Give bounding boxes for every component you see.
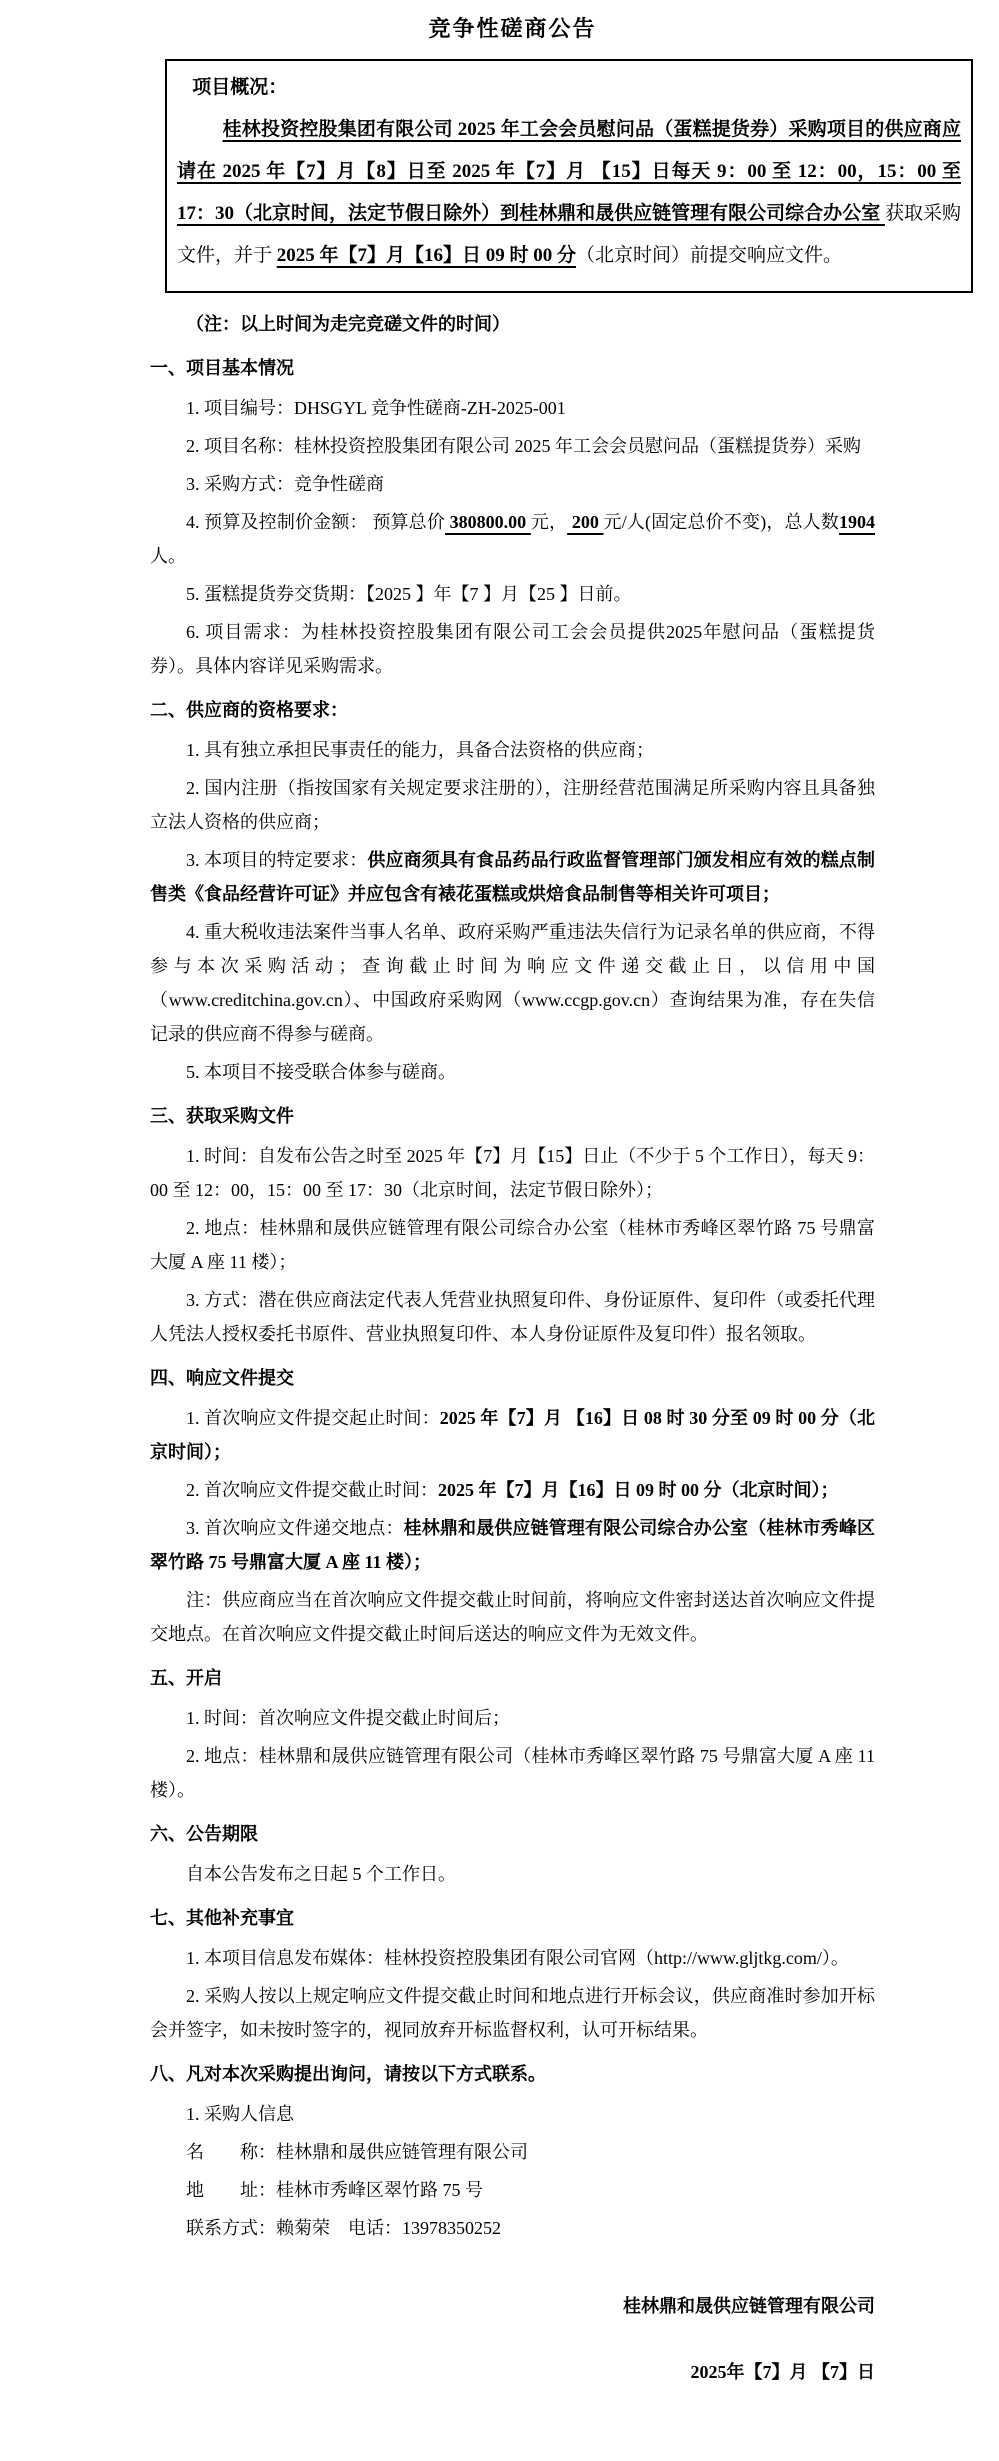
- text-segment: 1. 本项目信息发布媒体：桂林投资控股集团有限公司官网（http://www.gljtkg.com/）。: [186, 1948, 849, 1968]
- text-segment: 3. 首次响应文件递交地点：: [186, 1518, 404, 1538]
- text-segment: 200: [567, 512, 604, 532]
- paragraph: [150, 2135, 875, 2169]
- paragraph: [150, 1283, 875, 1351]
- text-segment: 2025 年【7】月 【16】日 08 时 30 分至 09 时 00 分（北京时间）；: [150, 1408, 876, 1462]
- text-segment: 2. 采购人按以上规定响应文件提交截止时间和地点进行开标会议，供应商准时参加开标会并签字，如未按时签字的，视同放弃开标监督权利，认可开标结果。: [150, 1986, 875, 2040]
- text-segment: 元，: [530, 512, 568, 532]
- text-segment: 桂林鼎和晟供应链管理有限公司综合办公室（桂林市秀峰区翠竹路 75 号鼎富大厦 A 座 11 楼）；: [150, 1518, 876, 1572]
- paragraph: [150, 615, 875, 683]
- section-heading: 一、项目基本情况: [150, 358, 294, 378]
- paragraph: [150, 1583, 875, 1651]
- section: [150, 693, 875, 1089]
- paragraph: [150, 2211, 875, 2245]
- text-segment: 1. 具有独立承担民事责任的能力，具备合法资格的供应商；: [186, 740, 654, 760]
- text-segment: 联系方式：赖菊荣 电话：13978350252: [186, 2218, 501, 2238]
- text-segment: 1. 首次响应文件提交起止时间：: [186, 1408, 440, 1428]
- signature-date: 2025年【7】月 【7】日: [690, 2362, 875, 2382]
- text-segment: 获取采购文件，并于: [177, 203, 961, 266]
- text-segment: 1. 时间：首次响应文件提交截止时间后；: [186, 1708, 510, 1728]
- text-segment: 4. 重大税收违法案件当事人名单、政府采购严重违法失信行为记录名单的供应商，不得参与本次采购活动；查询截止时间为响应文件递交截止日，以信用中国（www.creditchina.gov.cn）、中国政府采购网（www.ccgp.gov.cn）查询结果为准，存在失信记录的供应商不得参与磋商。: [150, 922, 875, 1044]
- paragraph: [150, 915, 875, 1051]
- section-heading: 五、开启: [150, 1668, 222, 1688]
- paragraph: [150, 843, 875, 911]
- paragraph: [150, 733, 875, 767]
- paragraph: [150, 577, 875, 611]
- text-segment: 2. 地点：桂林鼎和晟供应链管理有限公司综合办公室（桂林市秀峰区翠竹路 75 号鼎富大厦 A 座 11 楼）；: [150, 1218, 875, 1272]
- text-segment: 4. 预算及控制价金额： 预算总价: [186, 512, 445, 532]
- text-segment: 5. 本项目不接受联合体参与磋商。: [186, 1062, 456, 1082]
- signature-company: 桂林鼎和晟供应链管理有限公司: [623, 2296, 875, 2316]
- text-segment: 2025 年【7】月【16】日 09 时 00 分: [276, 245, 577, 266]
- paragraph: [150, 1979, 875, 2047]
- text-segment: 元/人(固定总价不变)，总人数: [603, 512, 840, 532]
- text-segment: 1904: [839, 512, 876, 532]
- paragraph: [150, 1055, 875, 1089]
- text-segment: 1. 采购人信息: [186, 2104, 294, 2124]
- text-segment: 6. 项目需求：为桂林投资控股集团有限公司工会会员提供2025年慰问品（蛋糕提货券）。具体内容详见采购需求。: [150, 622, 875, 676]
- paragraph: [150, 1857, 875, 1891]
- section-heading: 六、公告期限: [150, 1824, 258, 1844]
- text-segment: 1. 时间：自发布公告之时至 2025 年【7】月【15】日止（不少于 5 个工作日），每天 9：00 至 12：00，15：00 至 17：30（北京时间，法定节假日除外）；: [150, 1146, 875, 1200]
- paragraph: [150, 1401, 875, 1469]
- paragraph: [150, 467, 875, 501]
- section-heading: 七、其他补充事宜: [150, 1908, 294, 1928]
- page-title: 竞争性磋商公告: [428, 16, 597, 41]
- paragraph: [150, 391, 875, 425]
- section: [150, 1901, 875, 2047]
- document-sections: [150, 351, 875, 2245]
- text-segment: 2. 地点：桂林鼎和晟供应链管理有限公司（桂林市秀峰区翠竹路 75 号鼎富大厦 A 座 11 楼）。: [150, 1746, 875, 1800]
- paragraph: [150, 1139, 875, 1207]
- section: [150, 2057, 875, 2245]
- text-segment: 注：供应商应当在首次响应文件提交截止时间前，将响应文件密封送达首次响应文件提交地点。在首次响应文件提交截止时间后送达的响应文件为无效文件。: [150, 1590, 875, 1644]
- text-segment: 380800.00: [445, 512, 531, 532]
- section: [150, 1361, 875, 1651]
- text-segment: 1. 项目编号：DHSGYL 竞争性磋商-ZH-2025-001: [186, 398, 566, 418]
- paragraph: [150, 1941, 875, 1975]
- time-note: （注：以上时间为走完竞磋文件的时间）: [186, 314, 510, 334]
- paragraph: [150, 2097, 875, 2131]
- text-segment: 5. 蛋糕提货券交货期：【2025 】年【7 】月【25 】日前。: [186, 584, 632, 604]
- signature-block: [150, 2289, 875, 2389]
- paragraph: [150, 505, 875, 573]
- text-segment: 供应商须具有食品药品行政监督管理部门颁发相应有效的糕点制售类《食品经营许可证》并应包含有裱花蛋糕或烘焙食品制售等相关许可项目；: [150, 850, 876, 904]
- paragraph: [150, 1511, 875, 1579]
- overview-paragraph: [177, 109, 961, 277]
- section: [150, 1099, 875, 1351]
- text-segment: 2. 国内注册（指按国家有关规定要求注册的），注册经营范围满足所采购内容且具备独立法人资格的供应商；: [150, 778, 875, 832]
- text-segment: 2. 首次响应文件提交截止时间：: [186, 1480, 438, 1500]
- text-segment: 3. 方式：潜在供应商法定代表人凭营业执照复印件、身份证原件、复印件（或委托代理人凭法人授权委托书原件、营业执照复印件、本人身份证原件及复印件）报名领取。: [150, 1290, 875, 1344]
- text-segment: 3. 采购方式：竞争性磋商: [186, 474, 384, 494]
- text-segment: 桂林投资控股集团有限公司 2025 年工会会员慰问品（蛋糕提货券）采购项目的供应商应请在 2025 年【7】月【8】日至 2025 年【7】月 【15】日每天 9：00 至 12：00，15：00 至 17：30（北京时间，法定节假日除外）到桂林鼎和晟供应链管理有限公司综合办公室: [177, 119, 961, 224]
- paragraph: [150, 1701, 875, 1735]
- section-heading: 二、供应商的资格要求：: [150, 700, 348, 720]
- paragraph: [150, 429, 875, 463]
- text-segment: 自本公告发布之日起 5 个工作日。: [186, 1864, 456, 1884]
- paragraph: [150, 2173, 875, 2207]
- paragraph: [150, 1739, 875, 1807]
- section-heading: 三、获取采购文件: [150, 1106, 294, 1126]
- text-segment: 名 称：桂林鼎和晟供应链管理有限公司: [186, 2142, 528, 2162]
- section: [150, 1661, 875, 1807]
- section: [150, 351, 875, 683]
- project-overview-box: [165, 59, 973, 293]
- text-segment: 3. 本项目的特定要求：: [186, 850, 368, 870]
- paragraph: [150, 1211, 875, 1279]
- text-segment: 2. 项目名称：桂林投资控股集团有限公司 2025 年工会会员慰问品（蛋糕提货券）采购: [186, 436, 861, 456]
- text-segment: 地 址：桂林市秀峰区翠竹路 75 号: [186, 2180, 483, 2200]
- section: [150, 1817, 875, 1891]
- text-segment: （北京时间）前提交响应文件。: [576, 245, 843, 266]
- paragraph: [150, 771, 875, 839]
- section-heading: 四、响应文件提交: [150, 1368, 294, 1388]
- text-segment: 人。: [150, 546, 186, 566]
- text-segment: 2025 年【7】月【16】日 09 时 00 分（北京时间）；: [438, 1480, 839, 1500]
- paragraph: [150, 1473, 875, 1507]
- overview-label: 项目概况：: [192, 77, 288, 98]
- section-heading: 八、凡对本次采购提出询问，请按以下方式联系。: [150, 2064, 546, 2084]
